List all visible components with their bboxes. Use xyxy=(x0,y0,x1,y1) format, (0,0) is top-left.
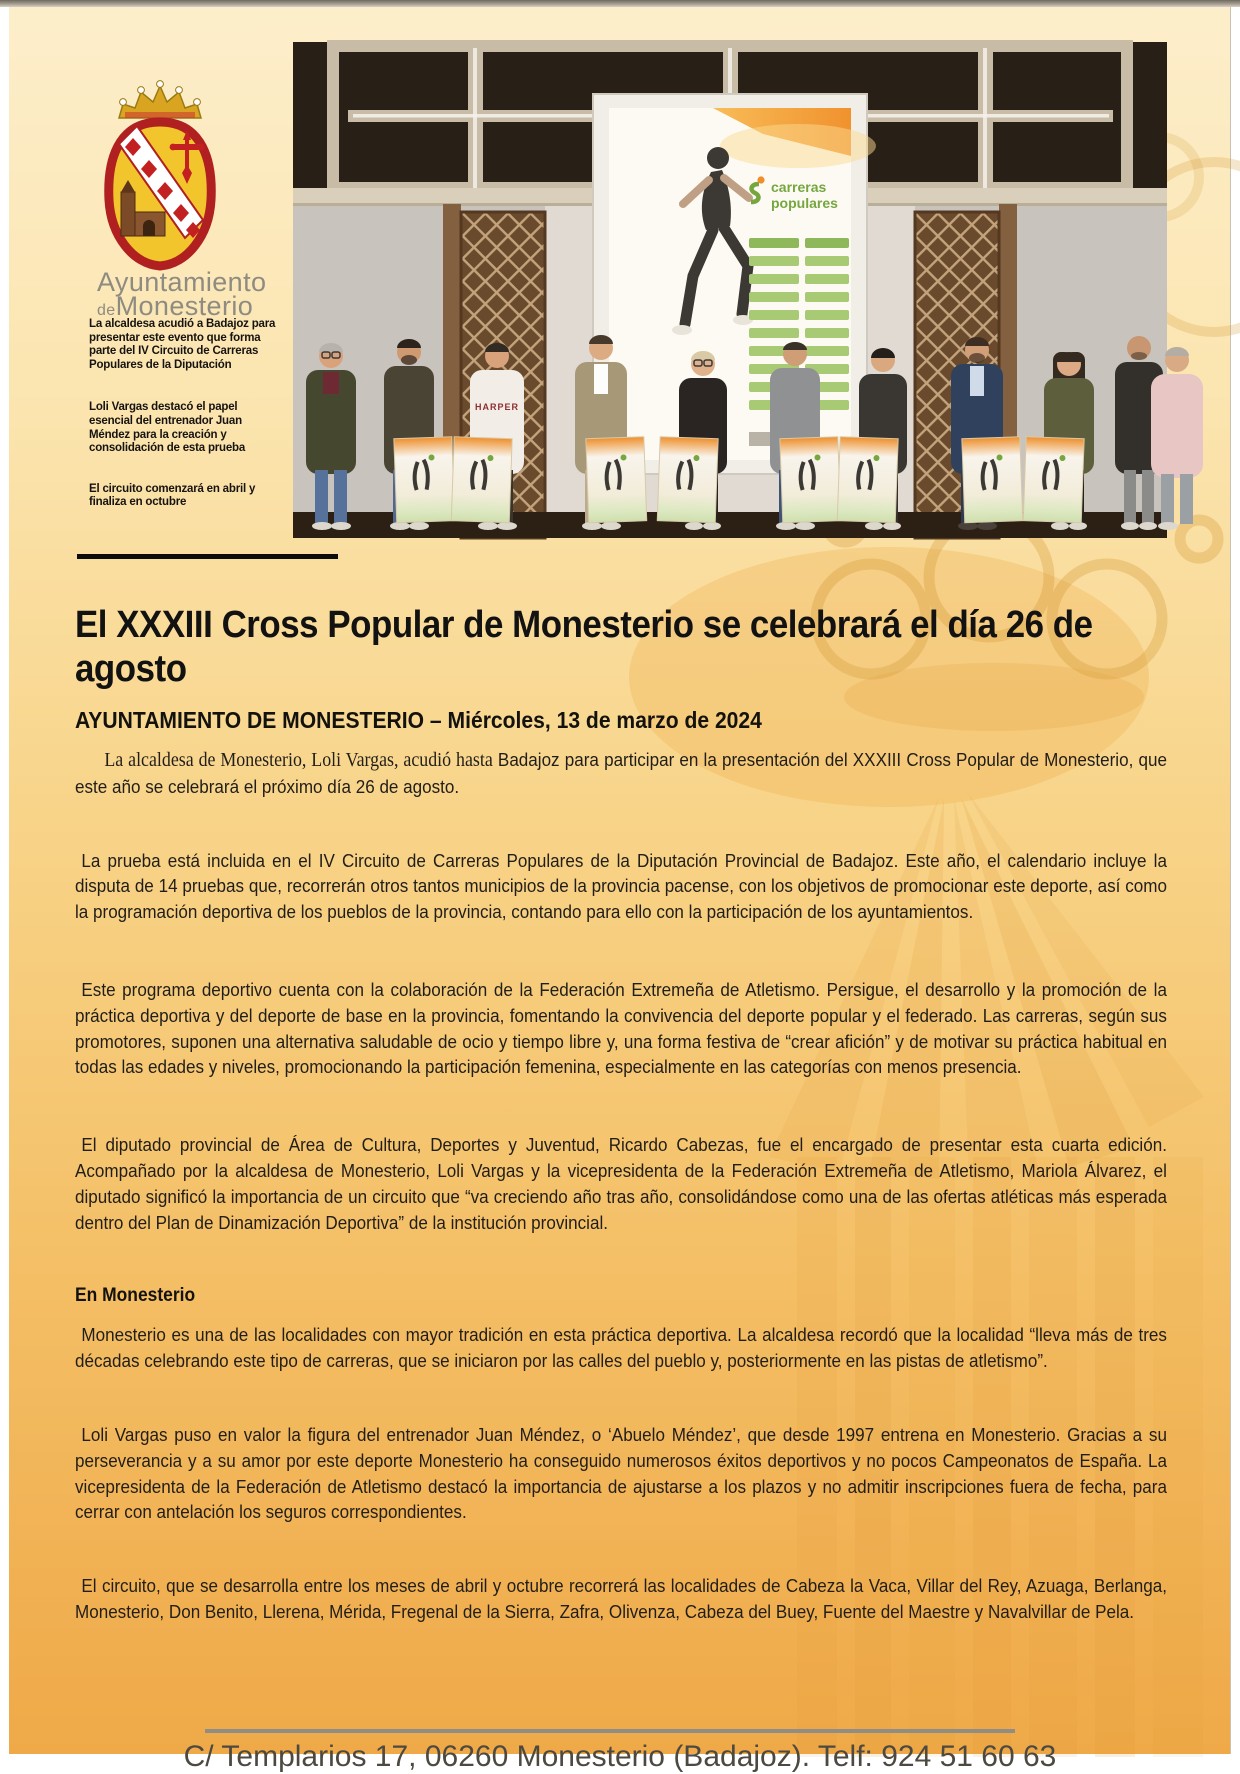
monesterio-coat-of-arms-logo xyxy=(95,80,225,270)
race-poster xyxy=(657,437,718,523)
headline-rule xyxy=(77,554,338,559)
race-poster xyxy=(586,437,647,523)
article-paragraph: Este programa deportivo cuenta con la colaboración de la Federación Extremeña de Atletismo. Persigue, el desarrollo y la promoción de la práctica deportiva y del deporte de base en la provincia, fomentando la convivencia del deporte popular y el federado. Las carreras, según sus promotores, suponen una alternativa saludable de ocio y tiempo libre y, una forma festiva de “crear afición” y de motivar su práctica habitual en todas las edades y niveles, promocionando la participación femenina, especialmente en las categorías con menos presencia. xyxy=(75,978,1167,1078)
org-name-line1: Ayuntamiento xyxy=(97,267,267,297)
org-name-de: de xyxy=(97,302,116,319)
org-name-line2: Monesterio xyxy=(115,291,254,321)
race-poster xyxy=(780,437,841,523)
footer-address: C/ Templarios 17, 06260 Monesterio (Badajoz). Telf: 924 51 60 63 xyxy=(183,1740,1057,1773)
race-poster xyxy=(837,437,898,523)
race-poster xyxy=(451,437,512,523)
race-poster xyxy=(1023,437,1084,523)
sidebar-highlights xyxy=(89,318,277,510)
lead-serif-span: La alcaldesa de Monesterio, Loli Vargas, acudió hasta xyxy=(104,750,493,771)
section-heading: En Monesterio xyxy=(75,1285,196,1307)
sidebar-note: Loli Vargas destacó el papel esencial del entrenador Juan Méndez para la creación y consolidación de esta prueba xyxy=(89,401,246,455)
svg-text:carreras: carreras xyxy=(771,179,827,195)
article-dateline: AYUNTAMIENTO DE MONESTERIO – Miércoles, 13 de marzo de 2024 xyxy=(75,707,762,733)
sweatshirt-text: HARPER xyxy=(474,402,520,412)
lead-rest-span: Badajoz para participar en la presentación del XXXIII Cross Popular de Monesterio, que este año se celebrará el próximo día 26 de agosto. xyxy=(75,749,1167,797)
article-paragraph: La prueba está incluida en el IV Circuito de Carreras Populares de la Diputación Provincial de Badajoz. Este año, el calendario incluye la disputa de 14 pruebas que, recorrerán otros tantos municipios de la provincia pacense, con los objetivos de promocionar este deporte, así como la programación deportiva de los pueblos de la provincia, contando para ello con la participación de los ayuntamientos. xyxy=(75,849,1167,923)
article-paragraph: El circuito, que se desarrolla entre los meses de abril y octubre recorrerá las localidades de Cabeza la Vaca, Villar del Rey, Azuaga, Berlanga, Monesterio, Don Benito, Llerena, Mérida, Fregenal de la Sierra, Zafra, Olivenza, Cabeza del Buey, Fuente del Maestre y Navalvillar de Pela. xyxy=(75,1575,1167,1622)
footer-rule xyxy=(205,1729,1015,1733)
article-paragraph-lead xyxy=(75,747,1167,800)
race-poster xyxy=(962,437,1023,523)
page-top-border xyxy=(0,0,1240,7)
article-paragraph: Loli Vargas puso en valor la figura del entrenador Juan Méndez, o ‘Abuelo Méndez’, que desde 1997 entrena en Monesterio. Gracias a su perseverancia y a su amor por este deporte Monesterio ha conseguido numerosos éxitos deportivos y no pocos Campeonatos de España. La vicepresidenta de la Federación de Atletismo destacó la importancia de ajustarse a los plazos y no admitir inscripciones fuera de fecha, para cerrar con antelación los seguros correspondientes. xyxy=(75,1423,1167,1523)
projected-race-poster xyxy=(609,108,876,460)
projection-screen xyxy=(593,94,876,474)
crown-icon xyxy=(119,81,201,118)
sidebar-note: La alcaldesa acudió a Badajoz para presentar este evento que forma parte del IV Circuito de Carreras Populares de la Diputación xyxy=(89,318,276,371)
race-poster xyxy=(394,437,455,523)
organization-name xyxy=(97,267,267,323)
press-conference-photo xyxy=(293,42,1167,538)
article-headline: El XXXIII Cross Popular de Monesterio se celebrará el día 26 de agosto xyxy=(75,604,1093,690)
svg-text:populares: populares xyxy=(771,195,838,211)
article-paragraph: El diputado provincial de Área de Cultura, Deportes y Juventud, Ricardo Cabezas, fue el encargado de presentar esta cuarta edición. Acompañado por la alcaldesa de Monesterio, Loli Vargas y la vicepresidenta de la Federación Extremeña de Atletismo, Mariola Álvarez, el diputado significó la importancia de un circuito que “va creciendo año tras año, consolidándose como una de las ofertas atléticas más esperada dentro del Plan de Dinamización Deportiva” de la institución provincial. xyxy=(75,1134,1167,1233)
sidebar-note: El circuito comenzará en abril y finaliza en octubre xyxy=(89,482,256,509)
article-body xyxy=(75,603,1167,1625)
shield-icon xyxy=(109,122,211,266)
article-paragraph: Monesterio es una de las localidades con mayor tradición en esta práctica deportiva. La alcaldesa recordó que la localidad “lleva más de tres décadas celebrando este tipo de carreras, que se iniciaron por las calles del pueblo y, posteriormente en las pistas de atletismo”. xyxy=(75,1324,1167,1372)
